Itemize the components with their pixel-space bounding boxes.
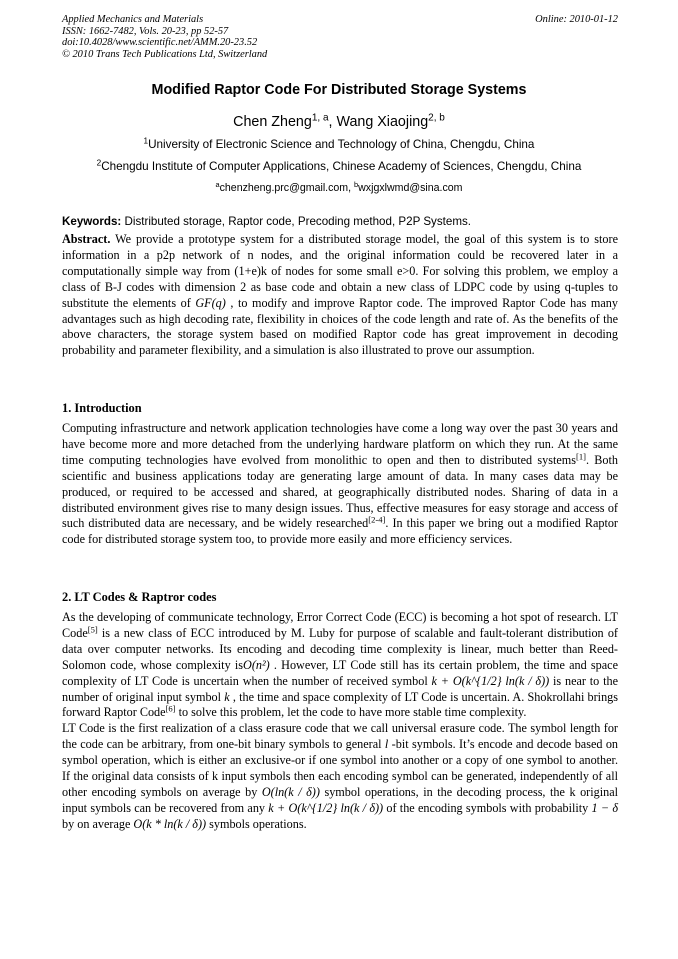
email-address: wxjgxlwmd@sina.com [358, 182, 463, 194]
email-address: chenzheng.prc@gmail.com, [219, 182, 355, 194]
online-date: Online: 2010-01-12 [535, 14, 618, 25]
citation: [6] [165, 703, 176, 714]
body-text: LT Code is the first realization of a class erasure code that we call universal erasure code. The symbol length for the code can be arbitrary, from one-bit binary symbols to general [62, 721, 618, 752]
author-name: Wang Xiaojing [336, 114, 429, 130]
math-expression: O(n²) [243, 657, 270, 672]
math-expression: k [224, 689, 230, 704]
body-text: , the time and space complexity of LT Code is uncertain. A. Shokrollahi brings forward Raptor Code [62, 689, 618, 720]
abstract-label: Abstract. [62, 232, 111, 246]
body-text: As the developing of communicate technology, Error Correct Code (ECC) is becoming a hot spot of research. LT Code [62, 610, 618, 640]
abstract-text: We provide a prototype system for a distributed storage model, the goal of this system is to store information in a p2p network of n nodes, and the original information could be recovered later in a computationally simple way from (1+e)k of nodes for some small e>0. For solving this problem, we employ a class of B-J codes with dimension 2 as base code and obtain a new class of LDPC code by using q-tuples to substitute the elements of [62, 232, 618, 310]
math-expression: k + O(k^{1/2} ln(k / δ)) [431, 673, 550, 688]
body-text: symbols operations. [206, 816, 307, 831]
math-expression: k + O(k^{1/2} ln(k / δ)) [268, 800, 384, 815]
email-line [0, 179, 678, 194]
math-expression: l [384, 737, 389, 752]
citation: [1] [576, 451, 586, 462]
section-heading: 2. LT Codes & Raptror codes [62, 590, 217, 604]
keywords-label: Keywords: [62, 215, 122, 228]
citation: [2-4] [368, 514, 386, 525]
body-text: to solve this problem, let the code to have more stable time complexity. [175, 705, 527, 720]
affiliation [0, 160, 678, 173]
journal-copyright: © 2010 Trans Tech Publications Ltd, Switzerland [62, 48, 268, 60]
body-text: is near to the number of original input symbol [62, 673, 618, 704]
math-expression: 1 − δ [591, 800, 619, 815]
paper-title: Modified Raptor Code For Distributed Storage Systems [151, 82, 527, 98]
math-expression: O(ln(k / δ)) [261, 784, 320, 799]
author-affiliation-mark: 2, b [428, 112, 445, 124]
email-mark: a [215, 179, 220, 189]
email-mark: b [354, 179, 359, 189]
affiliation-mark: 1 [143, 136, 149, 146]
keywords-text: Distributed storage, Raptor code, Precoding method, P2P Systems. [121, 215, 471, 228]
author-name: Chen Zheng [233, 114, 312, 130]
author-line [0, 114, 678, 130]
affiliation [0, 138, 678, 151]
journal-issn: ISSN: 1662-7482, Vols. 20-23, pp 52-57 [62, 25, 229, 37]
abstract-text: , to modify and improve Raptor code. The improved Raptor Code has many advantages such as high decoding rate, flexibility in choices of the code length and rate of. As the benefits of the above characters, the storage system based on modified Raptor code has great improvement in decoding probability and parameter flexibility, and a simulation is also illustrated to prove our assumption. [62, 295, 618, 358]
intro-paragraph [62, 421, 618, 548]
journal-name: Applied Mechanics and Materials [62, 14, 204, 25]
affiliation-text: Chengdu Institute of Computer Applications, Chinese Academy of Sciences, Chengdu, China [101, 160, 582, 173]
section-heading: 1. Introduction [62, 401, 142, 415]
journal-header [62, 14, 618, 60]
abstract [62, 232, 618, 359]
body-text: . Both scientific and business applications today are generating large amount of data. In many cases data may be produced, or required to be accessed and shared, at geographically distributed nodes. Sharing of data in a distributed environment gives rise to many design issues. Thus, effective measures for easy storage and access of such distributed data are necessary, and be widely researched [62, 452, 619, 531]
affiliation-mark: 2 [96, 158, 102, 168]
body-text: by on average [62, 816, 134, 831]
math-expression: GF(q) [195, 295, 226, 310]
body-text: is a new class of ECC introduced by M. Luby for purpose of scalable and fault-tolerant distribution of data over computer networks. Its encoding and decoding time complexity is linear, much better than Reed-Solomon code, whose complexity is [62, 625, 618, 672]
lt-codes-paragraph [62, 610, 618, 833]
math-expression: O(k * ln(k / δ)) [133, 816, 207, 831]
body-text: symbol operations, in the decoding process, the k original input symbols can be recovered from any [62, 784, 618, 815]
body-text: . In this paper we bring out a modified Raptor code for distributed storage system too, to provide more easily and more efficiency services. [62, 516, 618, 547]
author-affiliation-mark: 1, a [311, 112, 329, 124]
author-separator: , [328, 114, 337, 130]
body-text: . However, LT Code still has its certain problem, the time and space complexity of LT Code is uncertain when the number of received symbol [62, 657, 618, 688]
body-text: -bit symbols. It’s encode and decode based on symbol operation, which is either an exclusive-or if one symbol into another or a copy of one symbol to another. If the original data consists of k input symbols then each encoding symbol can be generated, independently of all other encoding symbols on average by [62, 737, 619, 799]
body-text: of the encoding symbols with probability [383, 800, 592, 815]
body-text: Computing infrastructure and network application technologies have come a long way over the past 30 years and have become more and more detached from the underlying hardware platform on which they run. At the same time computing technologies have evolved from monolithic to open and then to distributed systems [62, 421, 618, 467]
citation: [5] [87, 624, 98, 635]
affiliation-text: University of Electronic Science and Technology of China, Chengdu, China [148, 138, 535, 151]
keywords [62, 215, 618, 228]
journal-doi: doi:10.4028/www.scientific.net/AMM.20-23.52 [62, 37, 258, 49]
